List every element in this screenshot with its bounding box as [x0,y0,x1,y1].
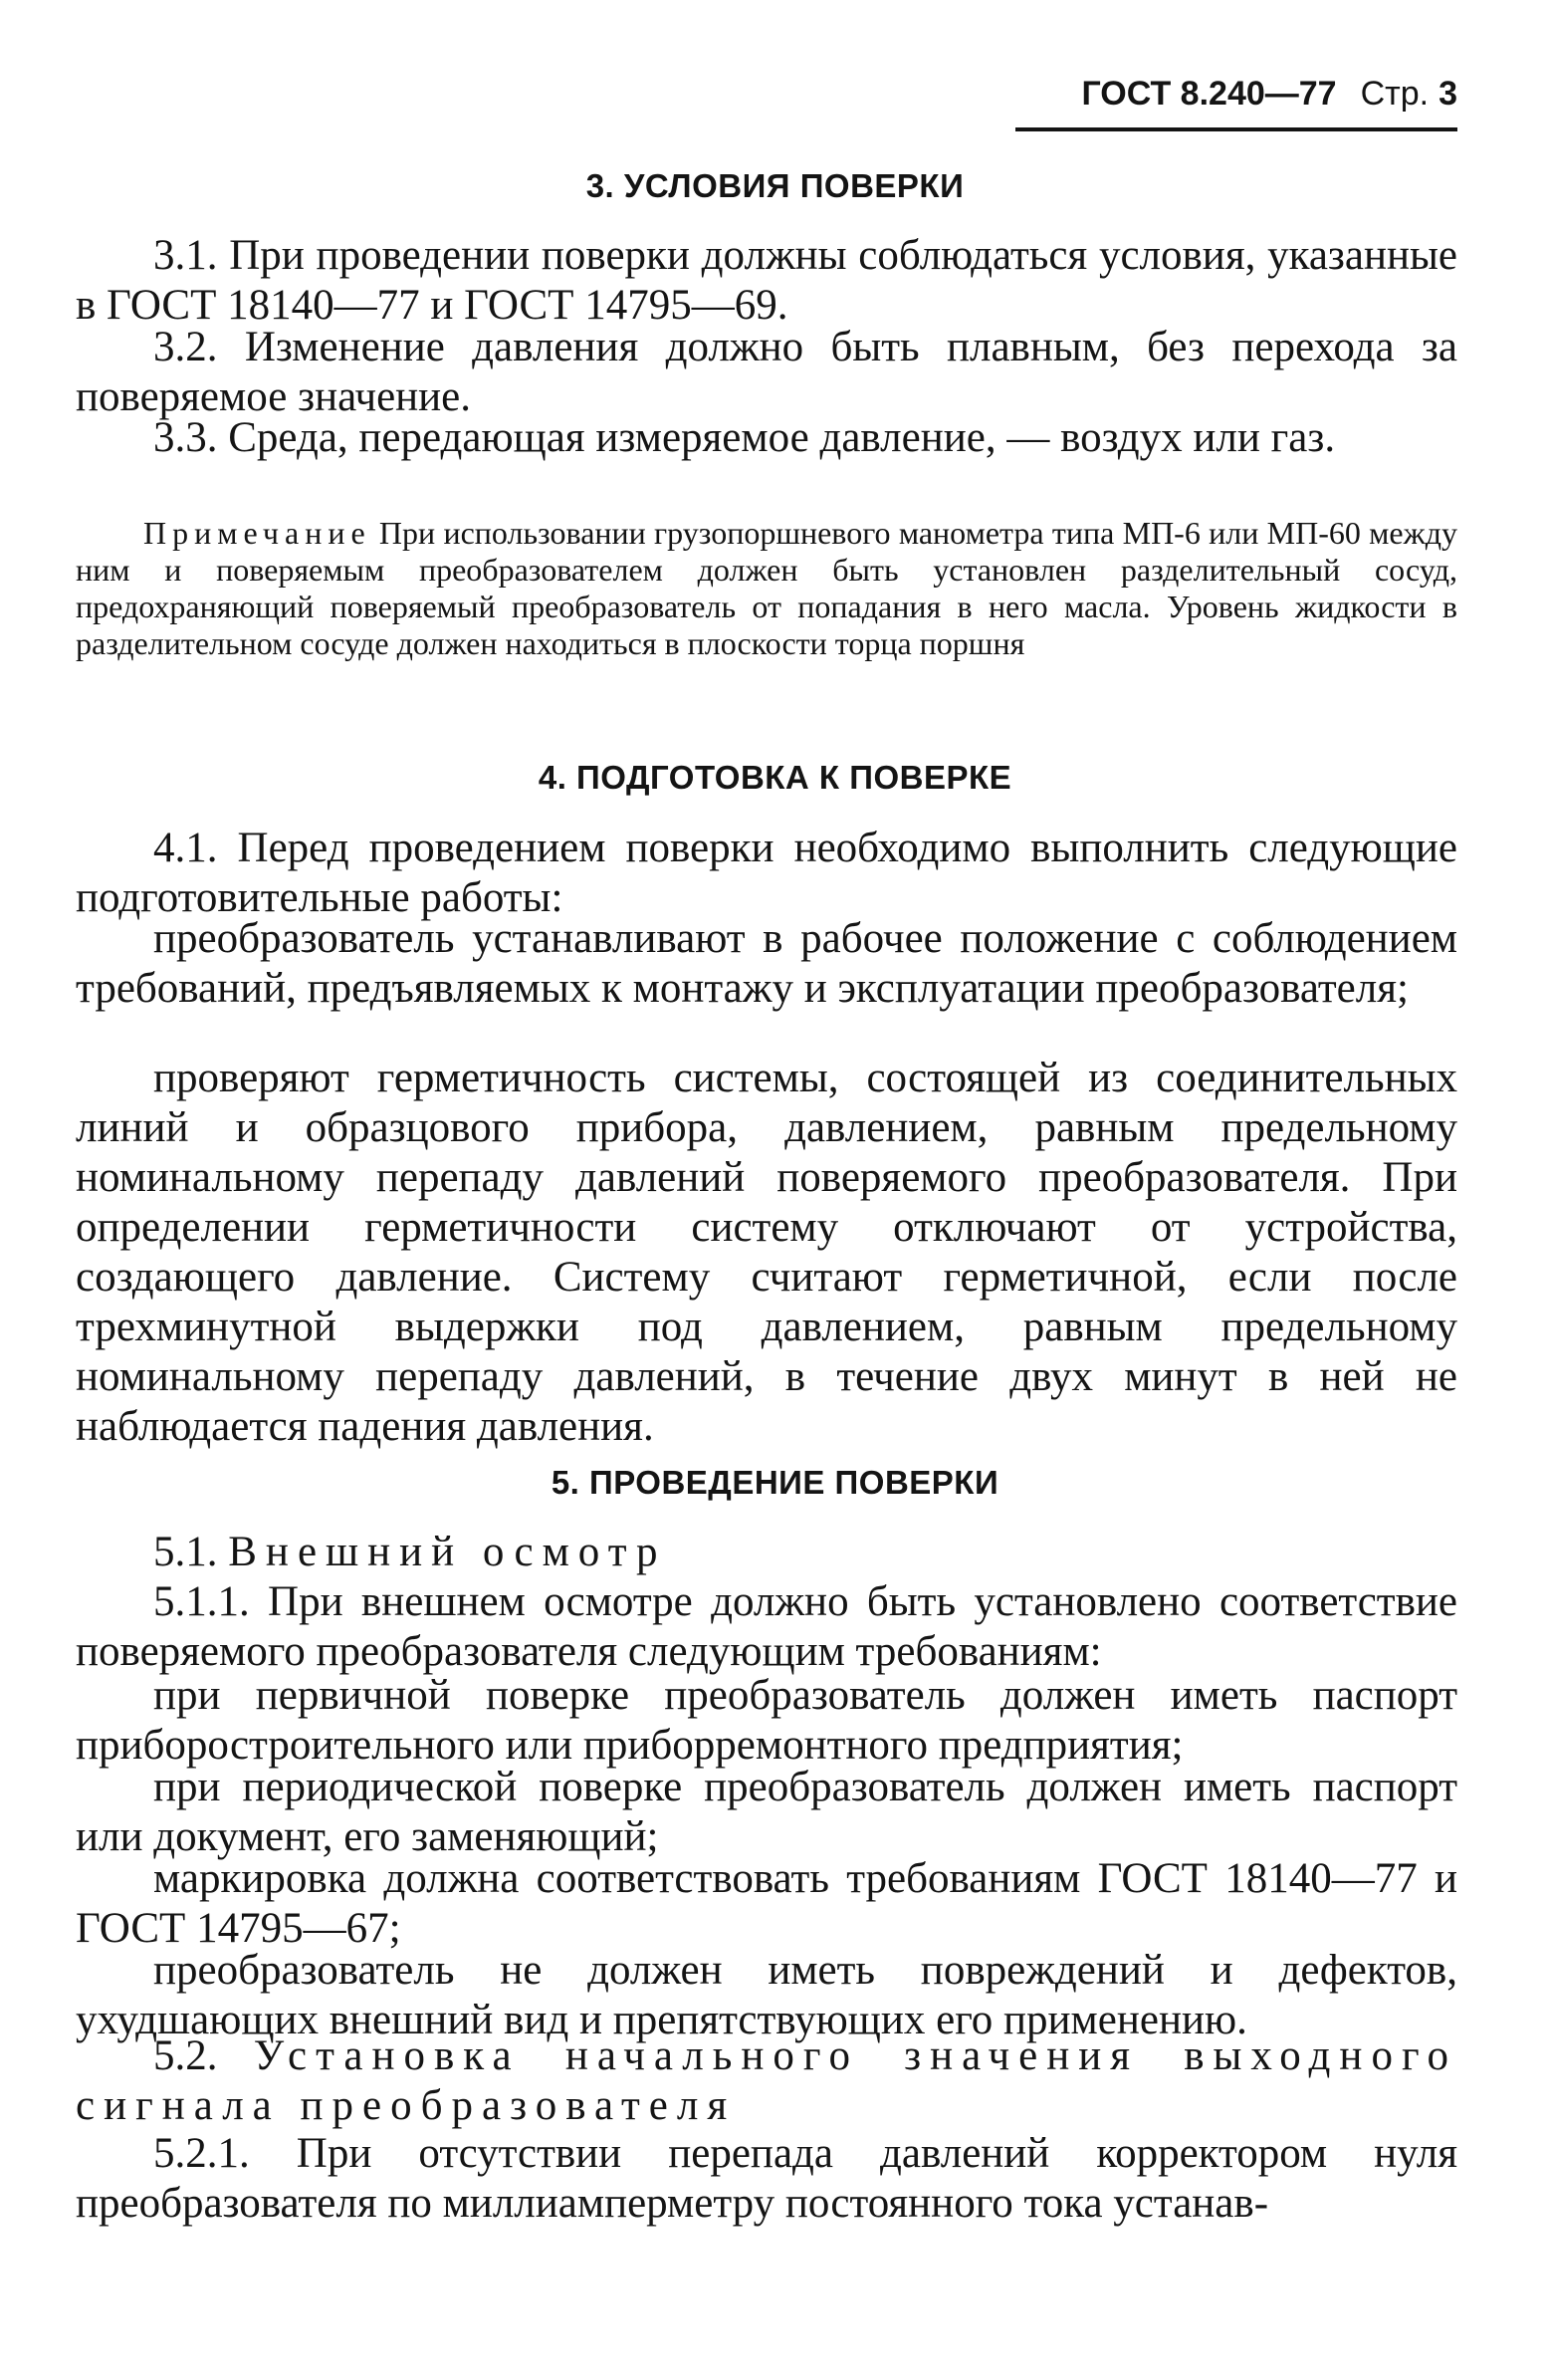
paragraph-damage: преобразователь не должен иметь повреждений и дефектов, ухудшающих внешний вид и препятствующих его применению. [76,1947,1457,2043]
paragraph-3-2: 3.2. Изменение давления должно быть плавным, без перехода за поверяемое значение. [76,324,1457,420]
paragraph-first-verification: при первичной поверке преобразователь должен иметь паспорт приборостроительного или приборремонтного предприятия; [76,1672,1457,1769]
subsection-5-1-number: 5.1. [153,1529,218,1575]
page-label: Стр. [1360,75,1430,113]
page-header [1015,68,1457,131]
section-5-heading: 5. ПРОВЕДЕНИЕ ПОВЕРКИ [551,1464,999,1501]
paragraph-4-tightness: проверяют герметичность системы, состоящей из соединительных линий и образцового прибора, давлением, равным предельному номинальному перепаду давлений поверяемого преобразователя. При определении герметичности систему отключают от устройства, создающего давление. Систему считают герметичной, если после трехминутной выдержки под давлением, равным предельному номинальному перепаду давлений, в течение двух минут в ней не наблюдается падения давления. [76,1055,1457,1450]
section-4-heading: 4. ПОДГОТОВКА К ПОВЕРКЕ [538,759,1012,796]
paragraph-3-1: 3.1. При проведении поверки должны соблюдаться условия, указанные в ГОСТ 18140—77 и ГОСТ 14795—69. [76,232,1457,329]
note-text: При использовании грузопоршневого манометра типа МП-6 или МП-60 между ним и поверяемым преобразователем должен быть установлен разделительный сосуд, предохраняющий поверяемый преобразователь от попадания в него масла. Уровень жидкости в разделительном сосуде должен находиться в плоскости торца поршня [76,515,1457,661]
paragraph-5-2-1: 5.2.1. При отсутствии перепада давлений корректором нуля преобразователя по миллиамперметру постоянного тока устанав- [76,2130,1457,2227]
paragraph-periodic-verification: при периодической поверке преобразователь должен иметь паспорт или документ, его заменяющий; [76,1764,1457,1860]
paragraph-4-mounting: преобразователь устанавливают в рабочее положение с соблюдением требований, предъявляемых к монтажу и эксплуатации преобразователя; [76,915,1457,1012]
subsection-5-1-name: Внешний осмотр [228,1529,667,1575]
paragraph-5-1-1: 5.1.1. При внешнем осмотре должно быть установлено соответствие поверяемого преобразователя следующим требованиям: [76,1578,1457,1675]
section-3-heading: 3. УСЛОВИЯ ПОВЕРКИ [585,167,965,204]
page-number: 3 [1439,75,1457,113]
subsection-5-2-number: 5.2. [153,2032,218,2079]
paragraph-marking: маркировка должна соответствовать требованиям ГОСТ 18140—77 и ГОСТ 14795—67; [76,1855,1457,1952]
note-label: Примечание [143,515,371,551]
subsection-5-1-title [76,1528,1457,1577]
paragraph-3-3: 3.3. Среда, передающая измеряемое давление, — воздух или газ. [153,414,1336,461]
standard-number: ГОСТ 8.240—77 [1081,75,1337,113]
note-block [76,515,1457,662]
subsection-5-2-title [76,2031,1457,2131]
subsection-5-2-name: Установка начального значения выходного сигнала преобразователя [76,2032,1458,2129]
paragraph-4-1: 4.1. Перед проведением поверки необходимо выполнить следующие подготовительные работы: [76,825,1457,921]
